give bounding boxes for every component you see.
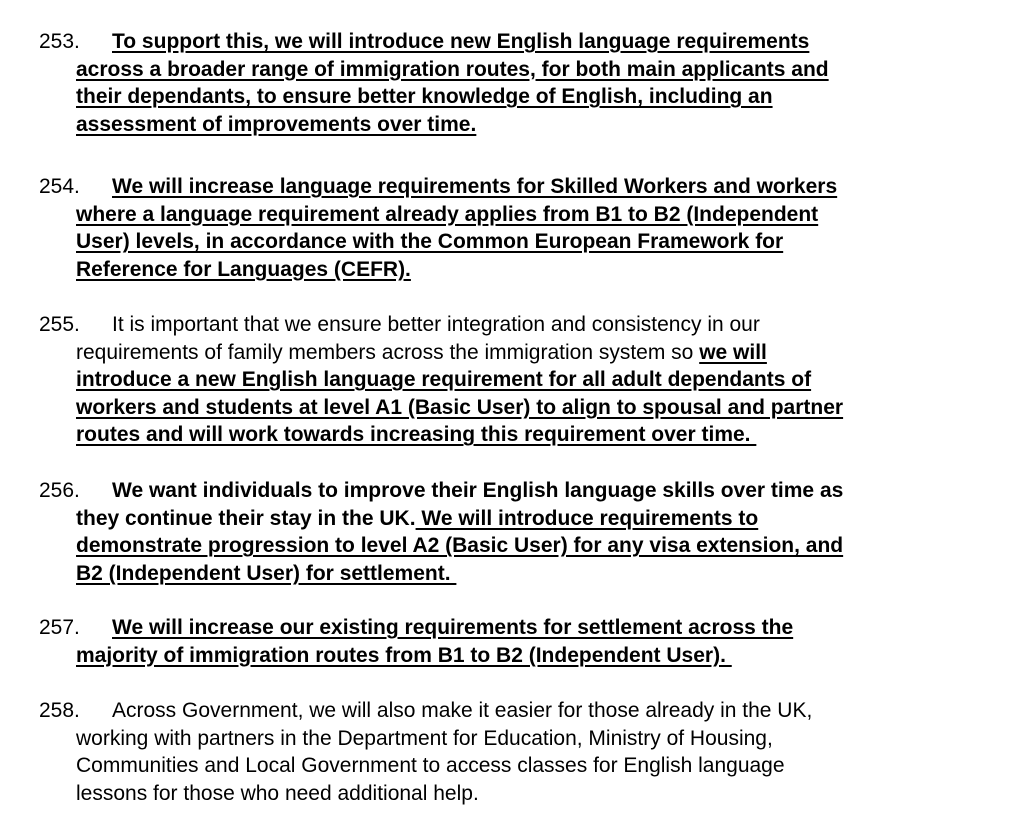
emphasized-text: where a language requirement already applies from B1 to B2 (Independent xyxy=(76,202,819,226)
emphasized-text: routes and will work towards increasing this requirement over time. xyxy=(76,423,757,447)
emphasized-text: assessment of improvements over time. xyxy=(76,112,477,136)
body-text: requirements of family members across the immigration system so xyxy=(76,340,700,364)
paragraph-line xyxy=(39,532,979,560)
paragraph-number: 253. xyxy=(39,30,80,53)
emphasized-text: demonstrate progression to level A2 (Basic User) for any visa extension, and xyxy=(76,534,844,558)
paragraph-number: 258. xyxy=(39,699,80,722)
paragraph-line xyxy=(39,394,979,422)
paragraph-line xyxy=(39,256,979,284)
body-text: Communities and Local Government to access classes for English language xyxy=(76,754,785,778)
paragraph-line xyxy=(39,697,979,725)
emphasized-text: We want individuals to improve their English language skills over time as xyxy=(112,479,844,502)
paragraph-line xyxy=(39,505,979,533)
paragraph-line xyxy=(39,642,979,670)
paragraph-line xyxy=(39,83,979,111)
body-text: Across Government, we will also make it easier for those already in the UK, xyxy=(112,699,813,722)
paragraph-line xyxy=(39,614,979,642)
paragraph-line xyxy=(39,421,979,449)
body-text: lessons for those who need additional help. xyxy=(76,781,479,805)
paragraph-line xyxy=(39,228,979,256)
paragraph-line xyxy=(39,780,979,808)
emphasized-text: workers and students at level A1 (Basic User) to align to spousal and partner xyxy=(76,395,844,419)
paragraph-line xyxy=(39,56,979,84)
paragraph-number: 256. xyxy=(39,479,80,502)
paragraph-number: 255. xyxy=(39,313,80,336)
emphasized-text: across a broader range of immigration routes, for both main applicants and xyxy=(76,57,829,81)
paragraph-line xyxy=(39,111,979,139)
emphasized-text: they continue their stay in the UK. xyxy=(76,506,416,530)
paragraph-258 xyxy=(39,697,979,807)
body-text: working with partners in the Department for Education, Ministry of Housing, xyxy=(76,726,773,750)
emphasized-text: We will introduce requirements to xyxy=(415,506,759,530)
paragraph-number: 257. xyxy=(39,616,80,639)
paragraph-253 xyxy=(39,28,979,138)
emphasized-text: their dependants, to ensure better knowledge of English, including an xyxy=(76,85,773,109)
emphasized-text: majority of immigration routes from B1 to B2 (Independent User). xyxy=(76,643,732,667)
paragraph-line xyxy=(39,173,979,201)
paragraph-254 xyxy=(39,173,979,283)
paragraph-line xyxy=(39,752,979,780)
paragraph-line xyxy=(39,339,979,367)
emphasized-text: We will increase our existing requirements for settlement across the xyxy=(112,616,794,639)
emphasized-text: To support this, we will introduce new English language requirements xyxy=(112,30,810,53)
paragraph-line xyxy=(39,477,979,505)
body-text: It is important that we ensure better integration and consistency in our xyxy=(112,313,760,336)
paragraph-256 xyxy=(39,477,979,587)
paragraph-line xyxy=(39,311,979,339)
paragraph-line xyxy=(39,28,979,56)
emphasized-text: User) levels, in accordance with the Common European Framework for xyxy=(76,230,784,254)
emphasized-text: We will increase language requirements for Skilled Workers and workers xyxy=(112,175,838,198)
paragraph-line xyxy=(39,560,979,588)
emphasized-text: introduce a new English language requirement for all adult dependants of xyxy=(76,368,812,392)
paragraph-number: 254. xyxy=(39,175,80,198)
emphasized-text: Reference for Languages (CEFR). xyxy=(76,257,411,281)
paragraph-line xyxy=(39,725,979,753)
paragraph-255 xyxy=(39,311,979,449)
emphasized-text: we will xyxy=(699,340,767,364)
emphasized-text: B2 (Independent User) for settlement. xyxy=(76,561,457,585)
paragraph-line xyxy=(39,201,979,229)
paragraph-257 xyxy=(39,614,979,669)
paragraph-line xyxy=(39,366,979,394)
